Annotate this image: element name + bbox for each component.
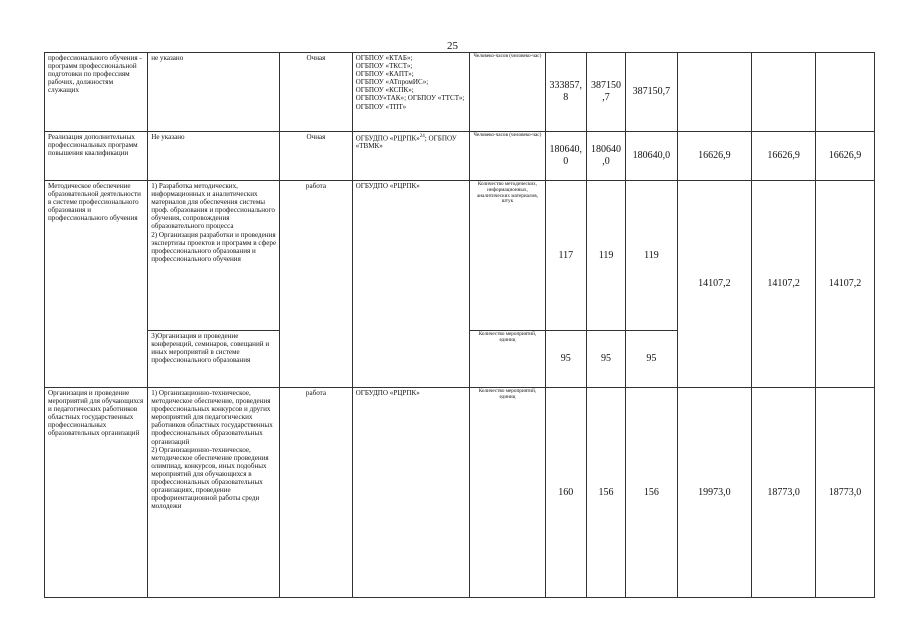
funding-year1-cell: 16626,9 [677,132,751,181]
footnote-marker: 24 [419,134,425,139]
funding-year1-cell: 19973,0 [677,388,751,598]
service-form-cell: работа [280,181,352,388]
funding-year3-cell: 16626,9 [816,132,875,181]
funding-year2-cell: 16626,9 [752,132,816,181]
provider-name: ОГБУДПО «РЦРПК» [355,134,420,143]
provider-cell: ОГБПОУ «КТАБ»; ОГБПОУ «ТКСТ»; ОГБПОУ «КАПТ»; ОГБПОУ «АТпромИС»; ОГБПОУ «КСПК»; ОГБПОУ«ТАК»; ОГБПОУ «ТТСТ»; ОГБПОУ «ТПТ» [352,53,470,132]
provider-cell [352,132,470,181]
volume-year3-cell: 95 [626,331,678,388]
volume-year2-cell: 156 [586,388,625,598]
unit-cell: Количество мероприятий, единиц [470,331,545,388]
volume-year1-cell: 333857,8 [545,53,586,132]
service-content-cell: Не указано [148,132,280,181]
funding-year1-cell: 14107,2 [677,181,751,388]
service-name-cell: профессионального обучения - программ профессиональной подготовки по профессиям рабочих, должностям служащих [45,53,148,132]
table-row [45,53,875,132]
service-name-cell: Организация и проведение мероприятий для обучающихся и педагогических работников областных государственных профессиональных образовательных организаций [45,388,148,598]
funding-year2-cell: 18773,0 [752,388,816,598]
funding-year3-cell [816,53,875,132]
unit-cell: Человеко-часов (человеко-час) [470,132,545,181]
service-form-cell: работа [280,388,352,598]
funding-year1-cell [677,53,751,132]
service-form-cell: Очная [280,132,352,181]
provider-cell: ОГБУДПО «РЦРПК» [352,388,470,598]
service-form-cell: Очная [280,53,352,132]
funding-year3-cell: 18773,0 [816,388,875,598]
table-row [45,388,875,598]
unit-cell: Человеко-часов (человеко-час) [470,53,545,132]
table-row [45,132,875,181]
service-content-cell: 1) Организационно-техническое, методическое обеспечение, проведения профессиональных конкурсов и других мероприятий для педагогических работников областных государственных профессиональных образовательных организаций 2) Организационно-техническое, методическое обеспечение проведения олимпиад, конкурсов, иных подобных мероприятий для обучающихся в профессиональных образовательных организациях, проведение профориентационной работы среди молодежи [148,388,280,598]
service-content-cell: 1) Разработка методических, информационных и аналитических материалов для обеспечения системы проф. образования и профессионального обучения, сопровождения образовательного процесса 2) Организация разработки и проведения экспертизы проектов и программ в сфере профессионального образования и профессионального обучения [148,181,280,331]
volume-year1-cell: 180640,0 [545,132,586,181]
funding-year2-cell: 14107,2 [752,181,816,388]
volume-year2-cell: 95 [586,331,625,388]
table-row [45,181,875,331]
volume-year1-cell: 160 [545,388,586,598]
volume-year1-cell: 95 [545,331,586,388]
unit-cell: Количество методических, информационных, аналитических материалов, штук [470,181,545,331]
service-content-cell: не указано [148,53,280,132]
volume-year2-cell: 387150,7 [586,53,625,132]
volume-year2-cell: 119 [586,181,625,331]
volume-year3-cell: 156 [626,388,678,598]
volume-year1-cell: 117 [545,181,586,331]
volume-year3-cell: 119 [626,181,678,331]
volume-year3-cell: 180640,0 [626,132,678,181]
funding-year2-cell [752,53,816,132]
volume-year3-cell: 387150,7 [626,53,678,132]
funding-year3-cell: 14107,2 [816,181,875,388]
provider-cell: ОГБУДПО «РЦРПК» [352,181,470,388]
provider-name-rest: ; ОГБПОУ «ТВМК» [355,134,457,151]
service-name-cell: Методическое обеспечение образовательной деятельности в системе профессионального образования и профессионального обучения [45,181,148,388]
volume-year2-cell: 180640,0 [586,132,625,181]
page-number: 25 [447,40,458,52]
unit-cell: Количество мероприятий, единиц [470,388,545,598]
service-name-cell: Реализация дополнительных профессиональных программ повышения квалификации [45,132,148,181]
service-content-cell: 3)Организация и проведение конференций, семинаров, совещаний и иных мероприятий в системе профессионального образования [148,331,280,388]
services-table [44,52,875,598]
